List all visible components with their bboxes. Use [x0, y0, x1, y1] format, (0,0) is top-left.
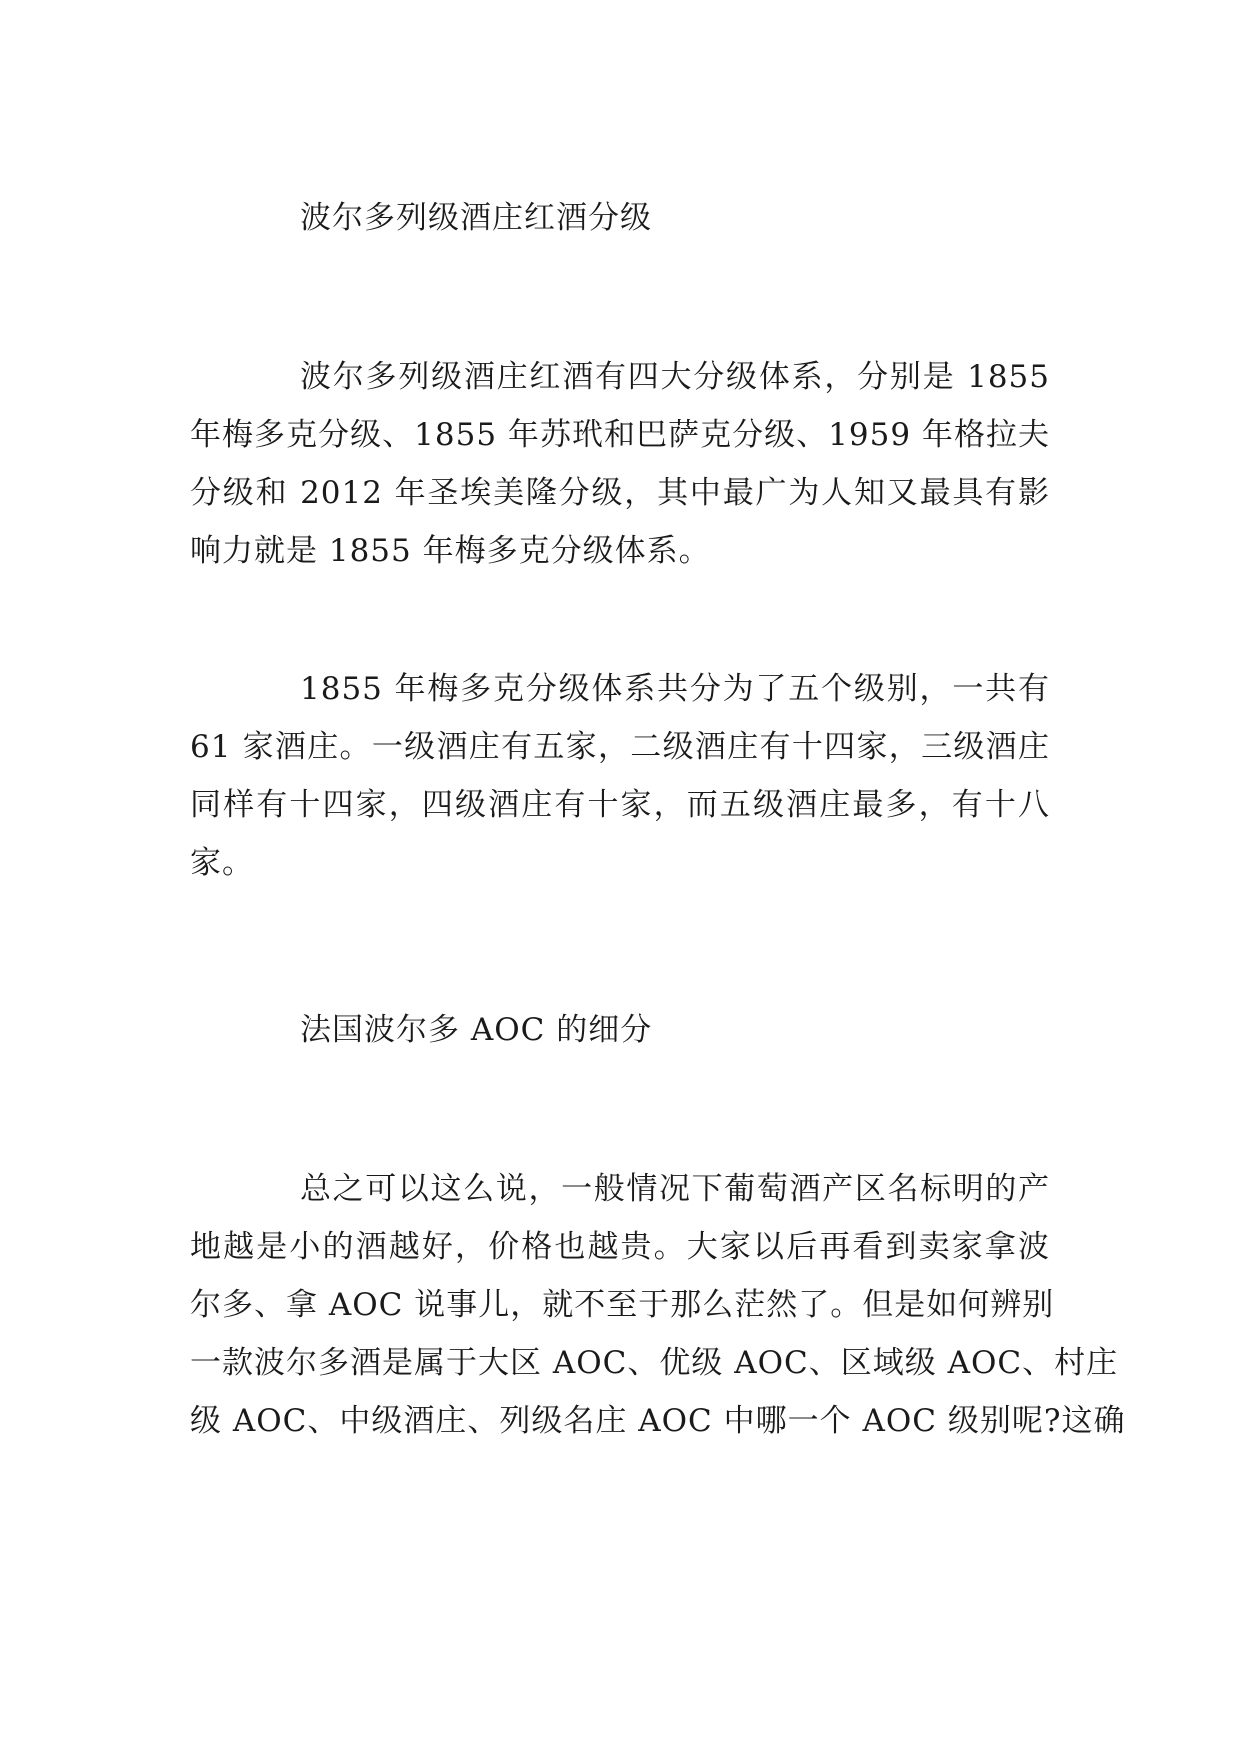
paragraph-line: 年梅多克分级、1855 年苏玳和巴萨克分级、1959 年格拉夫 — [190, 417, 1050, 453]
paragraph-line: 一款波尔多酒是属于大区 AOC、优级 AOC、区域级 AOC、村庄 — [190, 1345, 1119, 1381]
paragraph-line: 波尔多列级酒庄红酒有四大分级体系，分别是 1855 — [300, 359, 1050, 395]
paragraph-classification-systems — [190, 348, 1050, 580]
section-heading-aoc-subdivision: 法国波尔多 AOC 的细分 — [300, 1012, 653, 1048]
paragraph-line: 总之可以这么说，一般情况下葡萄酒产区名标明的产 — [300, 1171, 1050, 1207]
paragraph-line: 级 AOC、中级酒庄、列级名庄 AOC 中哪一个 AOC 级别呢?这确 — [190, 1403, 1126, 1439]
paragraph-line: 61 家酒庄。一级酒庄有五家，二级酒庄有十四家，三级酒庄 — [190, 729, 1050, 765]
paragraph-line: 尔多、拿 AOC 说事儿，就不至于那么茫然了。但是如何辨别 — [190, 1287, 1055, 1323]
paragraph-line: 同样有十四家，四级酒庄有十家，而五级酒庄最多，有十八 — [190, 787, 1050, 823]
paragraph-line: 响力就是 1855 年梅多克分级体系。 — [190, 533, 711, 569]
paragraph-medoc-1855 — [190, 660, 1050, 892]
paragraph-aoc-explanation — [190, 1160, 1126, 1450]
paragraph-line: 分级和 2012 年圣埃美隆分级，其中最广为人知又最具有影 — [190, 475, 1050, 511]
section-heading-bordeaux-classification: 波尔多列级酒庄红酒分级 — [300, 200, 652, 236]
paragraph-line: 1855 年梅多克分级体系共分为了五个级别，一共有 — [300, 671, 1050, 707]
paragraph-line: 地越是小的酒越好，价格也越贵。大家以后再看到卖家拿波 — [190, 1229, 1050, 1265]
paragraph-line: 家。 — [190, 845, 254, 881]
